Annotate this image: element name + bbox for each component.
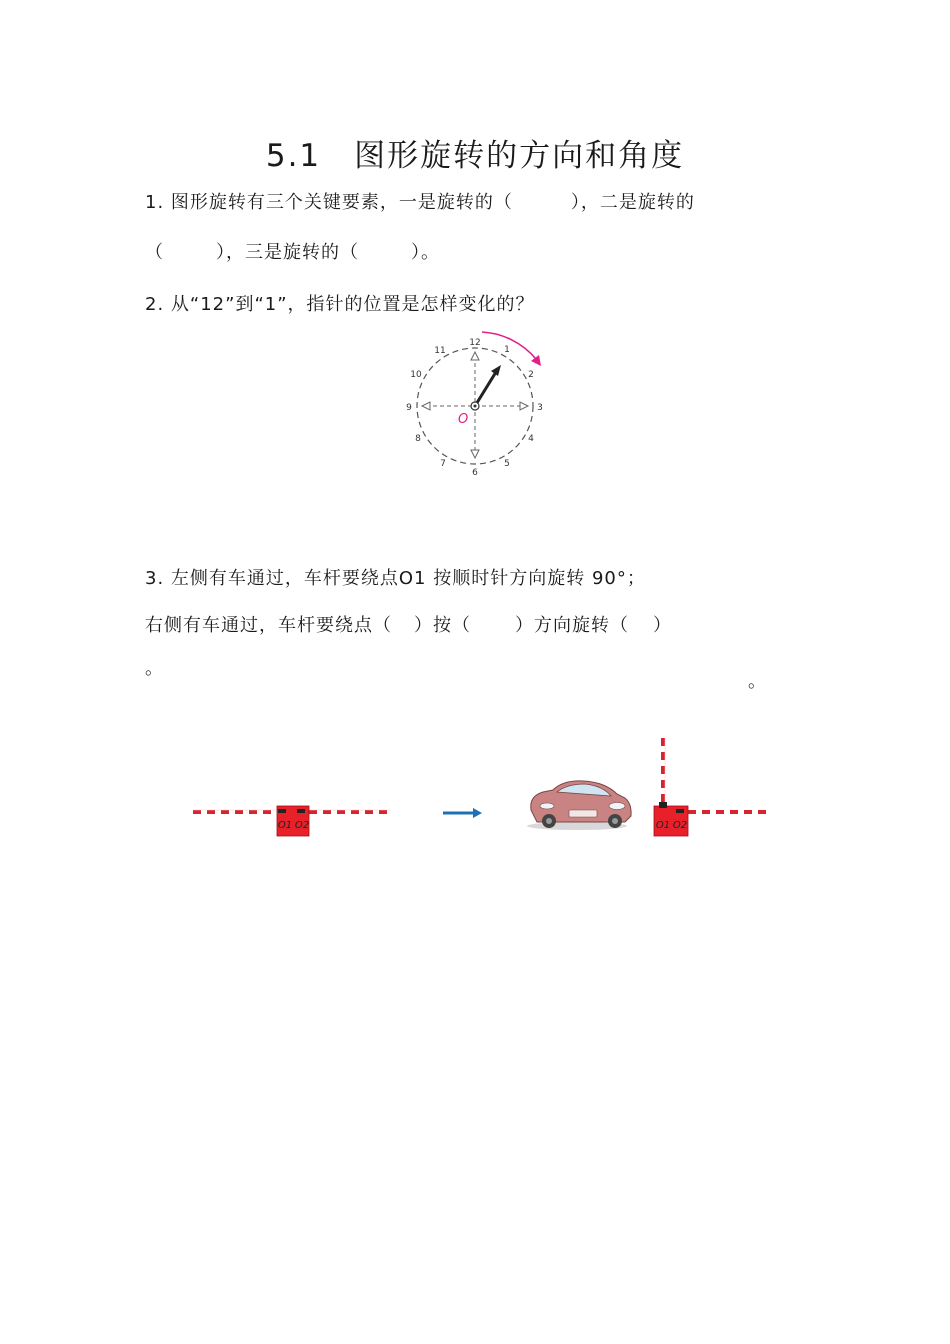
- arrow-up-icon: [471, 352, 479, 360]
- clock-number: 8: [415, 434, 421, 444]
- q1-line2-open: （: [145, 242, 164, 263]
- q3-text-b: ）按（: [414, 615, 471, 636]
- q1-mid: ），二是旋转的: [570, 192, 695, 213]
- question-2: 2. 从“12”到“1”，指针的位置是怎样变化的？: [145, 294, 535, 315]
- right-label-o2: O2: [672, 820, 688, 831]
- q3-text-d: ）: [653, 615, 672, 636]
- clock-number: 1: [504, 345, 510, 355]
- question-3-line-1: 3. 左侧有车通过，车杆要绕点O1 按顺时针方向旋转 90°；: [145, 568, 646, 589]
- arrow-right-icon: [520, 402, 528, 410]
- left-label-o1: O1: [277, 820, 293, 831]
- arrow-left-icon: [422, 402, 430, 410]
- right-label-o1: O1: [655, 820, 671, 831]
- clock-number: 6: [472, 468, 478, 478]
- clock-hand-tip-icon: [491, 365, 501, 376]
- transition-arrow-icon: [473, 808, 482, 818]
- page-title: 5.1 图形旋转的方向和角度: [265, 138, 685, 174]
- clock-number: 7: [440, 459, 446, 469]
- clock-number: 11: [434, 346, 446, 356]
- clock-number: 3: [537, 403, 543, 413]
- q3-text-a: 右侧有车通过，车杆要绕点（: [145, 615, 392, 636]
- q3-text-c: ）方向旋转（: [515, 615, 629, 636]
- question-1-line-2: [145, 238, 440, 264]
- clock-number: 9: [406, 403, 412, 413]
- rotation-arrow-icon: [531, 355, 541, 366]
- clock-diagram: [400, 328, 560, 483]
- clock-number: 4: [528, 434, 534, 444]
- q3-dot-left: 。: [145, 658, 164, 679]
- clock-number: 5: [504, 459, 510, 469]
- left-label-o2: O2: [294, 820, 310, 831]
- question-1-line-1: [145, 188, 695, 214]
- q1-line2-end: ）。: [411, 242, 440, 263]
- question-3-line-2: [145, 611, 672, 637]
- clock-hand: [475, 372, 496, 406]
- right-barrier-vertical-arm: [663, 738, 665, 806]
- q3-dot-right: 。: [748, 671, 767, 692]
- car-image: [527, 781, 631, 830]
- barrier-illustration: [185, 730, 785, 850]
- clock-number: 10: [410, 370, 422, 380]
- clock-number: 12: [469, 338, 481, 348]
- center-label: O: [458, 412, 469, 427]
- arrow-down-icon: [471, 450, 479, 458]
- q1-line2-mid: ），三是旋转的（: [216, 242, 359, 263]
- clock-number: 2: [528, 370, 534, 380]
- q1-prefix: 1. 图形旋转有三个关键要素，一是旋转的（: [145, 192, 513, 213]
